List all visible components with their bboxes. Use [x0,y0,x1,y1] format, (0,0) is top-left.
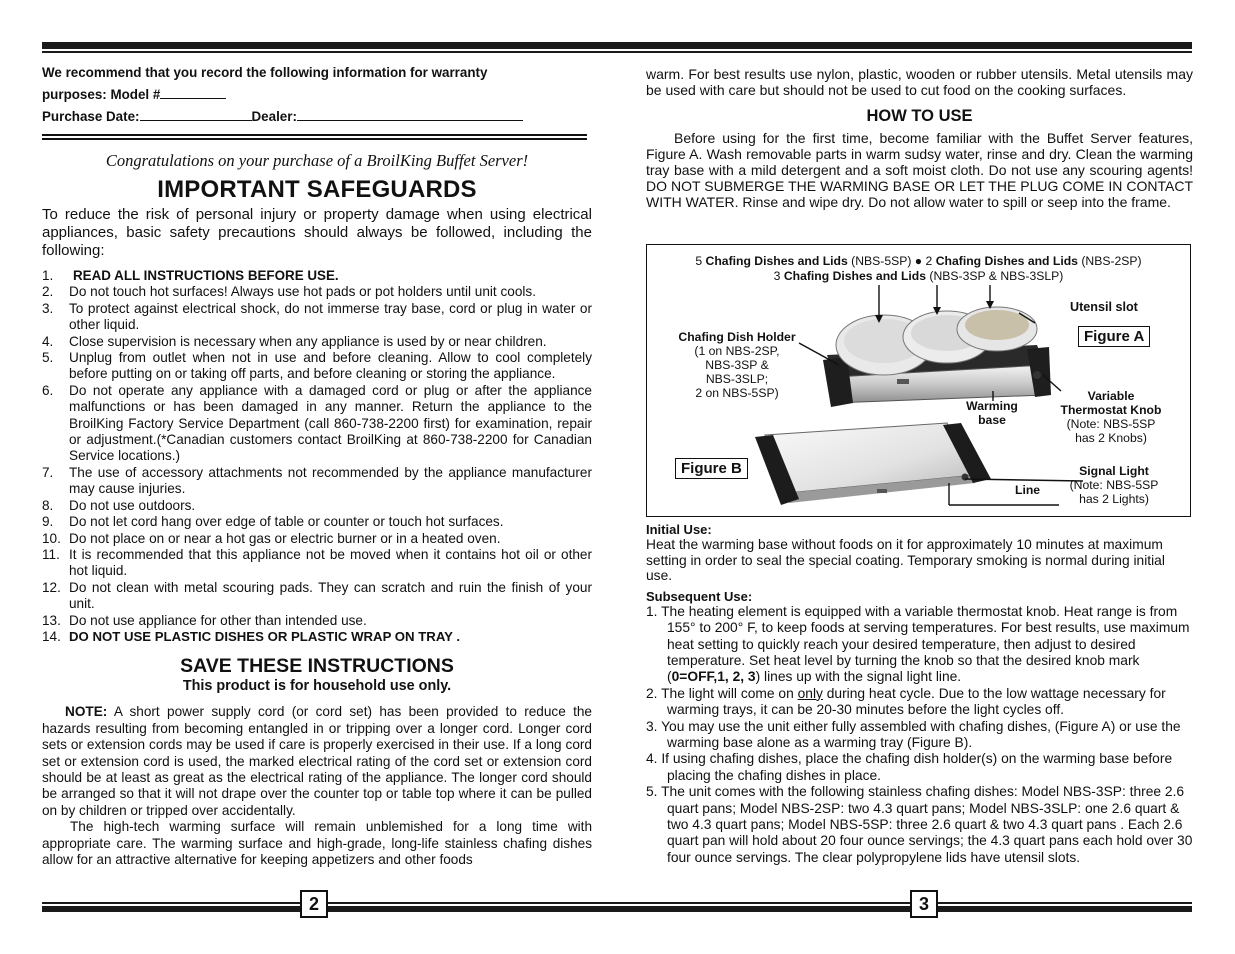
list-item: 14. DO NOT USE PLASTIC DISHES OR PLASTIC WRAP ON TRAY . [42,628,461,644]
list-item: 2. The light will come on only during heat cycle. Due to the low wattage necessary for warming trays, it can be 20-30 minutes before the light cycles off. [646,685,1166,718]
figure-b-label: Figure B [675,458,748,479]
household-line: This product is for household use only. [182,678,452,695]
page-number-left: 2 [300,890,328,918]
list-item: 5. The unit comes with the following stainless chafing dishes: Model NBS-3SP: three 2.6 quart pans; Model NBS-2SP: two 4.3 quart pans; Model NBS-3SLP: one 2.6 quart & two 4.3 quart pans; Model NBS-5SP: three 2.6 quart & two 4.3 quart pans . Each 2.6 quart pan will hold about 20 four ounce servings; the 4.3 quart pans each hold over 30 four ounce servings. The clear polypropylene lids have utensil slots. [646,784,1193,865]
divider [42,134,587,136]
figure-a-label: Figure A [1078,326,1150,347]
how-to-use-title: HOW TO USE [866,107,973,125]
dealer-label: Dealer: [251,109,297,124]
list-item: 6. Do not operate any appliance with a damaged cord or plug or after the appliance malfunctions or has been damaged in any manner. Return the appliance to the BroilKing Factory Service Department (call 860-738-2200 first) for examination, repair or adjustment.(*Canadian customers contact BroilKing at 860-738-2200 for Canadian Service locations.) [42,382,592,464]
model-blank [160,84,226,99]
signal-light-label: Signal Light (Note: NBS-5SP has 2 Lights) [1069,464,1159,506]
line-label: Line [1015,483,1041,497]
list-item: 3. You may use the unit either fully assembled with chafing dishes, (Figure A) or use the warming base alone as a warming tray (Figure B). [646,718,1181,751]
list-item: 8. Do not use outdoors. [42,497,196,513]
top-rule-thin [42,51,1192,53]
congrats-line: Congratulations on your purchase of a BroilKing Buffet Server! [105,151,529,170]
list-item: 2. Do not touch hot surfaces! Always use hot pads or pot holders until unit cools. [42,284,536,300]
safeguards-title: IMPORTANT SAFEGUARDS [157,176,477,203]
product-figure [646,244,1191,517]
initial-use-text: Heat the warming base without foods on it for approximately 10 minutes at maximum setting in order to seal the special coating. Temporary smoking is normal during initial use. [646,537,1165,584]
list-item: 12. Do not clean with metal scouring pads. They can scratch and ruin the finish of your unit. [42,579,592,612]
list-item: 13. Do not use appliance for other than intended use. [42,612,367,628]
right-column [646,62,1193,210]
initial-use-title: Initial Use: [646,522,712,537]
warranty-line1: We recommend that you record the following information for warranty [42,65,488,80]
utensil-slot-label: Utensil slot [1070,300,1138,314]
figure-b-unit [755,423,991,505]
save-instructions-title: SAVE THESE INSTRUCTIONS [180,655,454,678]
warranty-block [42,62,592,128]
subsequent-use-title: Subsequent Use: [646,588,753,604]
bottom-rule-thick [42,906,1192,912]
note-text: A short power supply cord (or cord set) has been provided to reduce the hazards resulting from becoming entangled in or tripping over a longer cord. Longer cord sets or extension cords may be used if care is properly exercised in their use. If a long cord set or extension cord is used, the marked electrical rating of the cord set or extension cord should be at least as great as the electrical rating of the appliance. The longer cord should be arranged so that it will not drape over the counter top or table top where it can be pulled on by children or tripped over accidentally. [42,704,592,818]
hightech-paragraph: The high-tech warming surface will remain unblemished for a long time with appropriate care. The warming surface and high-grade, long-life stainless chafing dishes allow for an attractive alternative for keeping appetizers and other foods [42,819,592,867]
figure-top-line1: 5 Chafing Dishes and Lids (NBS-5SP) ● 2 Chafing Dishes and Lids (NBS-2SP) [695,254,1142,268]
left-column [42,62,592,868]
utensils-paragraph: warm. For best results use nylon, plastic, wooden or rubber utensils. Metal utensils may be used with care but should not be used to cut food on the cooking surfaces. [646,66,1193,98]
model-label: purposes: Model # [42,87,161,102]
list-item: 9. Do not let cord hang over edge of table or counter or touch hot surfaces. [42,514,504,530]
warranty-line3 [42,106,592,128]
list-item: 11. It is recommended that this appliance not be moved when it contains hot oil or other hot liquid. [42,546,592,579]
how-to-use-paragraph: Before using for the first time, become familiar with the Buffet Server features, Figure A. Wash removable parts in warm sudsy water, rinse and dry. Clean the warming tray base with a mild detergent and a soft moist cloth. Do not use any scouring agents! DO NOT SUBMERGE THE WARMING BASE OR LET THE PLUG COME IN CONTACT WITH WATER. Rinse and wipe dry. Do not allow water to spill or seep into the frame. [646,130,1193,210]
top-rule-thick [42,42,1192,49]
list-item: 7. The use of accessory attachments not recommended by the appliance manufacturer may cause injuries. [42,464,592,497]
list-item: 10. Do not place on or near a hot gas or electric burner or in a heated oven. [42,530,501,546]
page-number-right: 3 [910,890,938,918]
figure-a-unit [823,307,1051,407]
divider [42,138,587,140]
warming-base-label: Warming base [966,399,1018,427]
note-label: NOTE: [65,704,108,720]
thermostat-knob-label: Variable Thermostat Knob (Note: NBS-5SP has 2 Knobs) [1060,389,1162,445]
note-paragraph [42,704,592,819]
figure-top-line2: 3 Chafing Dishes and Lids (NBS-3SP & NBS-3SLP) [773,269,1064,283]
safeguards-list [42,268,592,645]
list-item: 5. Unplug from outlet when not in use and before cleaning. Allow to cool completely before putting on or taking off parts, and before cleaning or storing the appliance. [42,350,592,382]
purchase-date-blank [140,106,252,121]
bottom-rule-thin [42,902,1192,904]
subsequent-use-list [646,604,1193,867]
list-item: 4. Close supervision is necessary when any appliance is used by or near children. [42,333,547,349]
dealer-blank [297,106,523,121]
list-item: 1. READ ALL INSTRUCTIONS BEFORE USE. [42,268,339,283]
list-item: 3. To protect against electrical shock, do not immerse tray base, cord or plug in water or other liquid. [42,300,592,333]
list-item: 4. If using chafing dishes, place the chafing dish holder(s) on the warming base before placing the chafing dishes in place. [646,751,1173,783]
right-column-lower [646,522,1193,866]
safeguards-intro: To reduce the risk of personal injury or property damage when using electrical appliances, basic safety precautions should always be followed, including the following: [42,206,592,259]
warranty-line2 [42,84,592,106]
list-item: 1. The heating element is equipped with a variable thermostat knob. Heat range is from 155° to 200° F, to keep foods at serving temperatures. For best results, use maximum heat setting to quickly reach your desired temperature, then adjust to desired temperature. Set heat level by turning the knob so that the desired knob mark (0=OFF,1, 2, 3) lines up with the signal light line. [646,603,1190,685]
purchase-date-label: Purchase Date: [42,109,140,124]
chafing-dish-holder-label: Chafing Dish Holder (1 on NBS-2SP, NBS-3SP & NBS-3SLP; 2 on NBS-5SP) [678,330,796,400]
